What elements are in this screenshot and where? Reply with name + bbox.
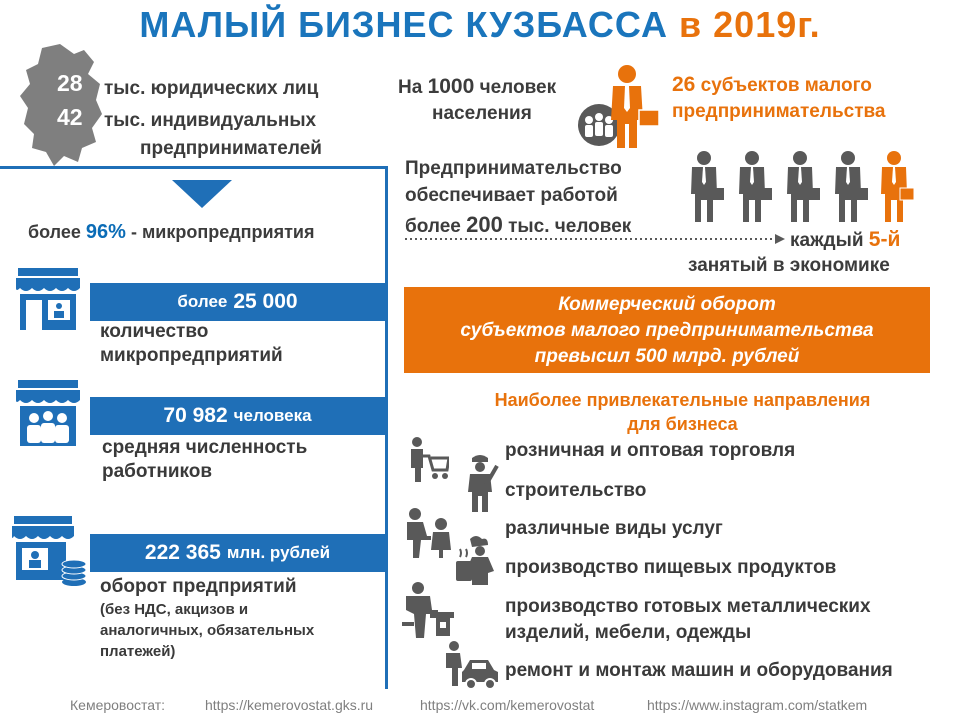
- direction-item: производство пищевых продуктов: [505, 557, 837, 578]
- commercial-turnover-box: Коммерческий оборот субъектов малого предпринимательства превысил 500 млрд. рублей: [404, 287, 930, 373]
- car-repair-icon: [444, 640, 498, 690]
- shopping-cart-person-icon: [407, 436, 449, 482]
- employment-line-1: Предпринимательство: [405, 158, 622, 179]
- entrepreneurs-count: 42: [57, 104, 83, 130]
- entrepreneurs-label-1: тыс. индивидуальных: [104, 110, 317, 131]
- employment-line-2: обеспечивает работой: [405, 185, 618, 206]
- direction-item: розничная и оптовая торговля: [505, 440, 796, 461]
- turnover-desc: оборот предприятий: [100, 576, 297, 597]
- directions-title: Наиболее привлекательные направления для бизнеса: [494, 390, 871, 434]
- direction-item: производство готовых металлических: [505, 596, 871, 617]
- dotted-arrow: [405, 234, 785, 244]
- micro-count-bar: более 25 000: [90, 283, 385, 321]
- per-thousand-label-2: населения: [432, 103, 532, 124]
- legal-entities-count: 28: [57, 70, 83, 96]
- per-thousand-label-1: На 1000 человек: [398, 75, 557, 98]
- employment-line-3: более 200 тыс. человек: [405, 212, 632, 237]
- shop-icon: [14, 268, 82, 332]
- shop-staff-icon: [14, 380, 82, 446]
- workers-group-icon: [688, 150, 928, 222]
- staff-desc: средняя численность работников: [102, 437, 308, 482]
- footer-source: Кемеровостат:: [70, 697, 166, 713]
- direction-item: ремонт и монтаж машин и оборудования: [505, 660, 893, 681]
- footer-link-instagram[interactable]: https://www.instagram.com/statkem: [647, 697, 868, 713]
- direction-item: строительство: [505, 480, 647, 501]
- direction-item: изделий, мебели, одежды: [505, 622, 752, 643]
- title-main: МАЛЫЙ БИЗНЕС КУЗБАССА: [139, 4, 668, 45]
- subjects-per-thousand: 26 субъектов малого: [672, 73, 872, 96]
- subjects-per-thousand-2: предпринимательства: [672, 101, 886, 122]
- footer-link-vk[interactable]: https://vk.com/kemerovostat: [420, 697, 595, 713]
- vertical-divider: [385, 166, 388, 689]
- direction-item: различные виды услуг: [505, 518, 723, 539]
- metalwork-icon: [400, 580, 456, 638]
- staff-bar: 70 982 человека: [90, 397, 385, 435]
- entrepreneurs-label-2: предпринимателей: [140, 138, 322, 159]
- chef-food-production-icon: [454, 535, 502, 585]
- every-fifth: каждый 5-й: [790, 228, 901, 251]
- turnover-note: (без НДС, акцизов и аналогичных, обязательных платежей): [100, 601, 315, 660]
- every-fifth-2: занятый в экономике: [688, 255, 890, 276]
- turnover-bar: 222 365 млн. рублей: [90, 534, 385, 572]
- businessman-orange-icon: [603, 64, 661, 148]
- divider-line: [0, 166, 387, 169]
- micro-share: более 96% - микропредприятия: [28, 221, 315, 243]
- legal-entities-label: тыс. юридических лиц: [104, 78, 319, 99]
- micro-count-desc: количество микропредприятий: [100, 321, 283, 366]
- title-year: в 2019г.: [679, 4, 821, 45]
- page-title: [0, 4, 960, 46]
- arrow-down-icon: [172, 180, 232, 208]
- footer-link-site[interactable]: https://kemerovostat.gks.ru: [205, 697, 374, 713]
- barber-services-icon: [405, 506, 453, 558]
- builder-icon: [462, 454, 502, 512]
- shop-turnover-icon: [10, 516, 90, 590]
